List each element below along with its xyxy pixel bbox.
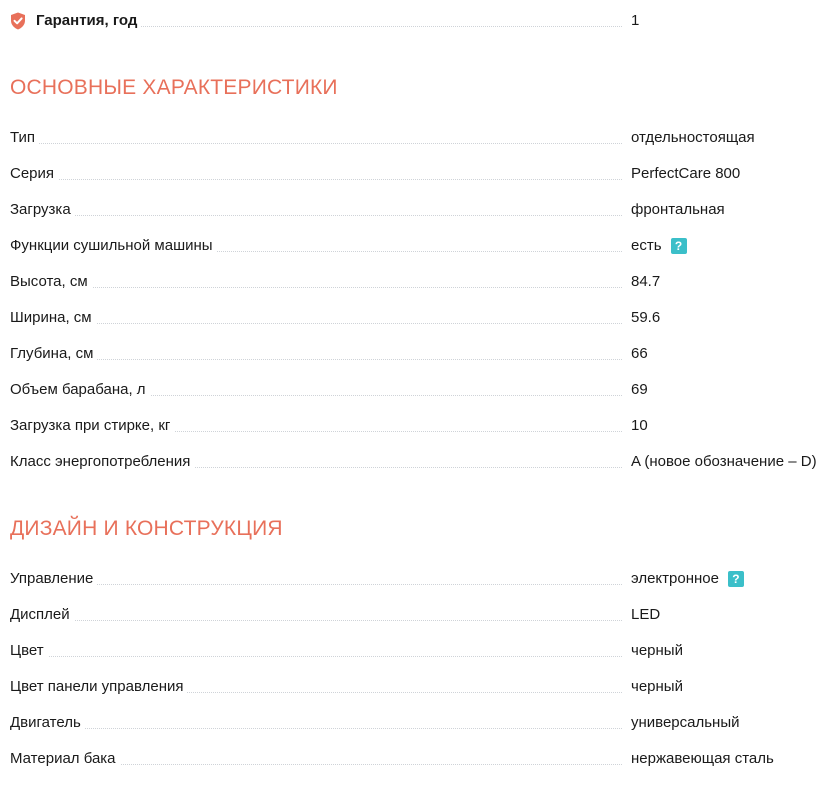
spec-row bbox=[10, 126, 827, 150]
spec-value: LED bbox=[631, 606, 661, 623]
spec-value: A (новое обозначение – D) bbox=[631, 453, 817, 470]
spec-label: Гарантия, год bbox=[36, 9, 141, 33]
spec-value: отдельностоящая bbox=[631, 129, 755, 146]
section-title-design: ДИЗАЙН И КОНСТРУКЦИЯ bbox=[10, 517, 283, 540]
dotted-leader bbox=[10, 215, 622, 216]
dotted-leader bbox=[10, 620, 622, 621]
section-title-main: ОСНОВНЫЕ ХАРАКТЕРИСТИКИ bbox=[10, 76, 338, 99]
dotted-leader bbox=[10, 287, 622, 288]
spec-row bbox=[10, 639, 827, 663]
spec-row bbox=[10, 234, 827, 258]
spec-value: 69 bbox=[631, 381, 648, 398]
spec-row-warranty bbox=[10, 9, 827, 33]
spec-row bbox=[10, 162, 827, 186]
spec-value: есть ? bbox=[631, 234, 687, 258]
spec-label: Глубина, см bbox=[10, 342, 97, 366]
spec-label: Объем барабана, л bbox=[10, 378, 150, 402]
spec-label: Управление bbox=[10, 567, 97, 591]
spec-value: универсальный bbox=[631, 714, 740, 731]
dotted-leader bbox=[10, 656, 622, 657]
spec-label: Загрузка bbox=[10, 198, 75, 222]
dotted-leader bbox=[10, 323, 622, 324]
spec-label: Функции сушильной машины bbox=[10, 234, 217, 258]
spec-label: Двигатель bbox=[10, 711, 85, 735]
spec-row bbox=[10, 675, 827, 699]
spec-value: 1 bbox=[631, 12, 640, 29]
spec-label: Серия bbox=[10, 162, 58, 186]
dotted-leader bbox=[10, 359, 622, 360]
spec-value: 66 bbox=[631, 345, 648, 362]
spec-row bbox=[10, 414, 827, 438]
spec-row bbox=[10, 567, 827, 591]
spec-value: нержавеющая сталь bbox=[631, 750, 774, 767]
shield-check-icon bbox=[10, 12, 26, 30]
spec-row bbox=[10, 378, 827, 402]
dotted-leader bbox=[10, 179, 622, 180]
dotted-leader bbox=[10, 584, 622, 585]
spec-label: Высота, см bbox=[10, 270, 92, 294]
spec-value: черный bbox=[631, 678, 683, 695]
spec-row bbox=[10, 450, 827, 474]
spec-value: черный bbox=[631, 642, 683, 659]
spec-label: Загрузка при стирке, кг bbox=[10, 414, 174, 438]
dotted-leader bbox=[10, 728, 622, 729]
spec-value: фронтальная bbox=[631, 201, 725, 218]
spec-label: Ширина, см bbox=[10, 306, 96, 330]
spec-value: PerfectCare 800 bbox=[631, 165, 741, 182]
spec-row bbox=[10, 342, 827, 366]
dotted-leader bbox=[10, 143, 622, 144]
spec-row bbox=[10, 711, 827, 735]
spec-label: Цвет bbox=[10, 639, 48, 663]
spec-label: Цвет панели управления bbox=[10, 675, 187, 699]
spec-label: Тип bbox=[10, 126, 39, 150]
help-icon[interactable]: ? bbox=[728, 571, 744, 587]
spec-row bbox=[10, 270, 827, 294]
spec-row bbox=[10, 603, 827, 627]
spec-label: Материал бака bbox=[10, 747, 120, 771]
spec-row bbox=[10, 198, 827, 222]
spec-row bbox=[10, 306, 827, 330]
spec-value: 59.6 bbox=[631, 309, 661, 326]
help-icon[interactable]: ? bbox=[671, 238, 687, 254]
spec-label: Дисплей bbox=[10, 603, 74, 627]
spec-value: 10 bbox=[631, 417, 648, 434]
spec-value: электронное ? bbox=[631, 567, 744, 591]
spec-value: 84.7 bbox=[631, 273, 661, 290]
spec-row bbox=[10, 747, 827, 771]
spec-label: Класс энергопотребления bbox=[10, 450, 194, 474]
